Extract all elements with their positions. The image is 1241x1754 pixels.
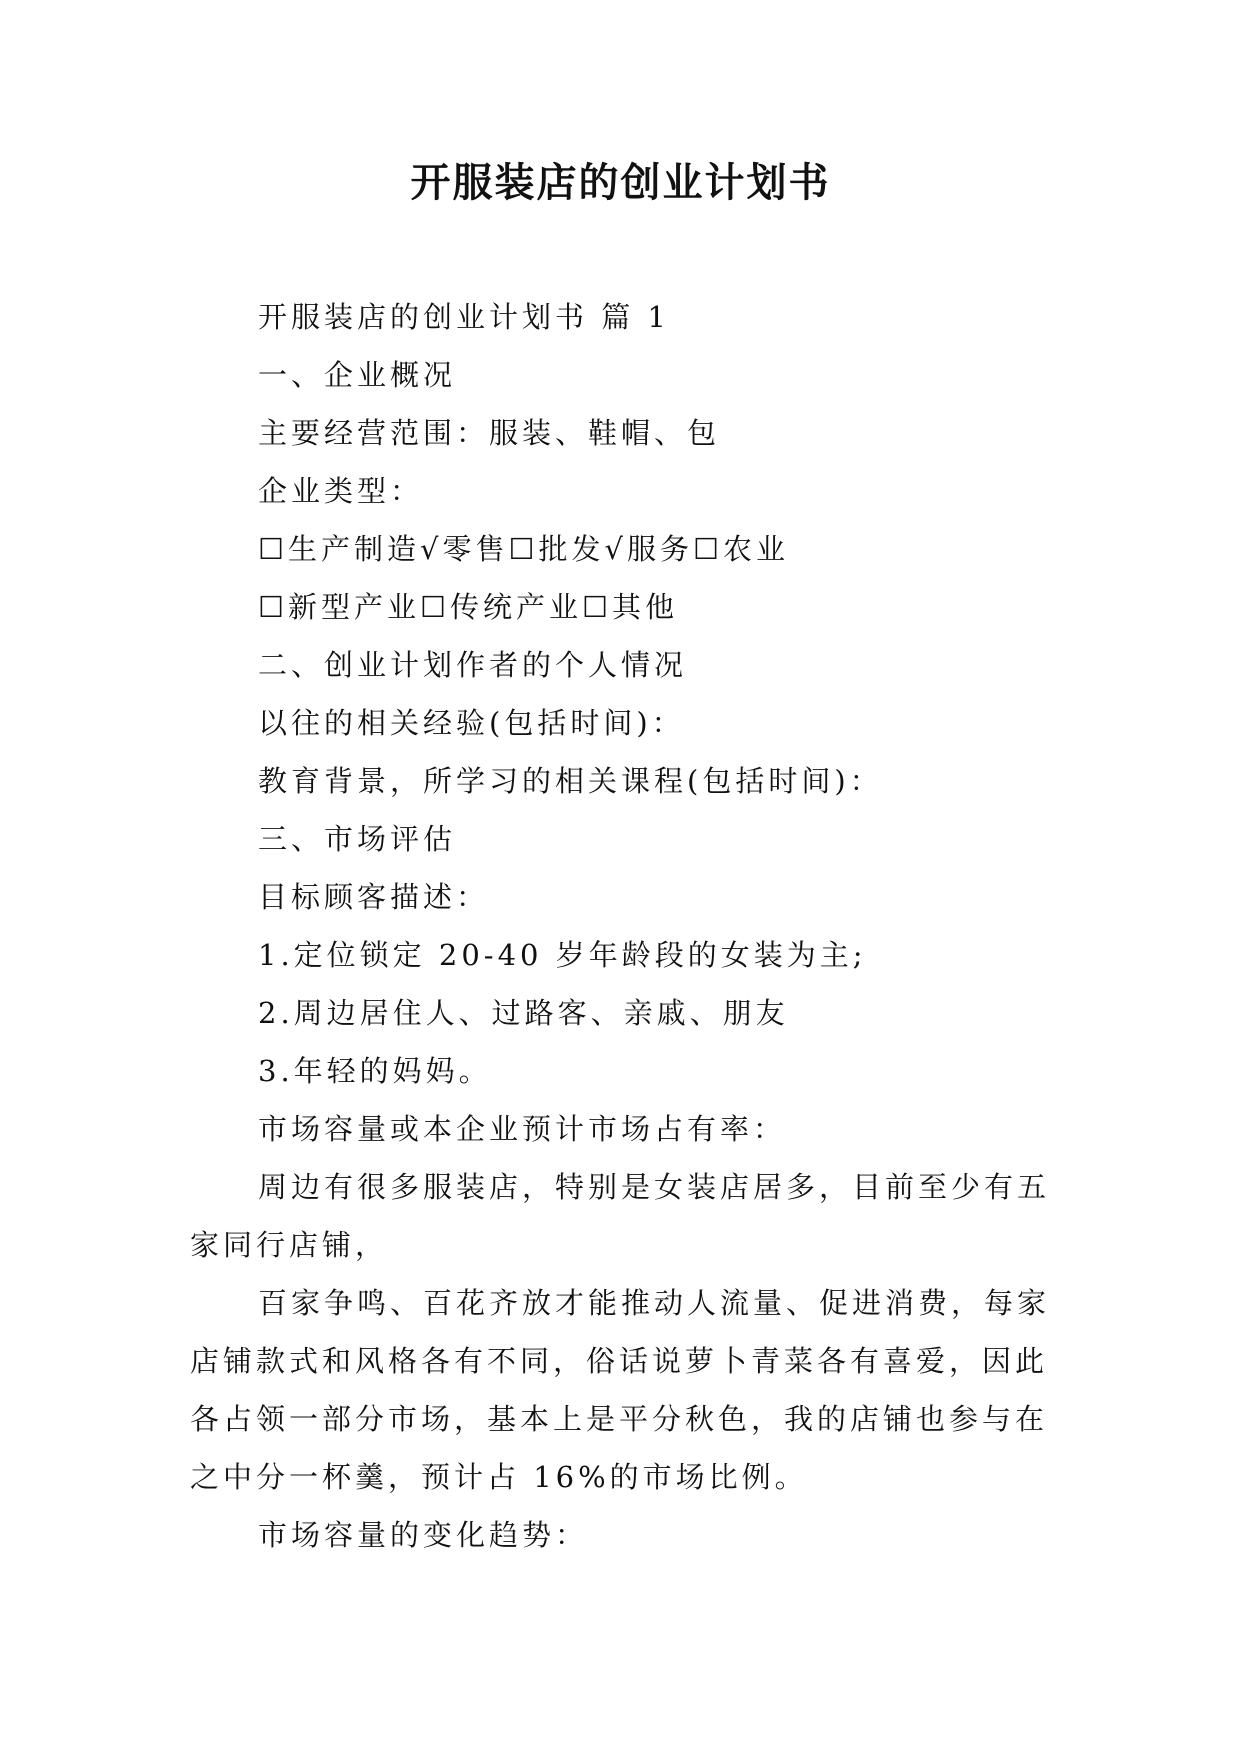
checkbox-options-line: ☐生产制造√零售☐批发√服务☐农业 — [258, 532, 789, 566]
section-heading: 一、企业概况 — [258, 358, 457, 392]
document-body — [190, 288, 1058, 1564]
body-line: 市场容量的变化趋势： — [258, 1518, 589, 1552]
body-paragraph: 百家争鸣、百花齐放才能推动人流量、促进消费，每家店铺款式和风格各有不同，俗话说萝卜青菜各有喜爱，因此各占领一部分市场，基本上是平分秋色，我的店铺也参与在之中分一杯羹，预计占 16%的市场比例。 — [190, 1286, 1051, 1494]
section-heading: 三、市场评估 — [258, 822, 457, 856]
checkbox-options-line: ☐新型产业☐传统产业☐其他 — [258, 590, 678, 624]
list-item: 2.周边居住人、过路客、亲戚、朋友 — [258, 996, 789, 1030]
body-line: 主要经营范围：服装、鞋帽、包 — [258, 416, 721, 450]
document-title: 开服装店的创业计划书 — [410, 159, 831, 206]
section-heading: 二、创业计划作者的个人情况 — [258, 648, 688, 682]
body-line: 以往的相关经验(包括时间)： — [258, 706, 685, 740]
body-line: 市场容量或本企业预计市场占有率： — [258, 1112, 787, 1146]
body-line: 企业类型： — [258, 474, 424, 508]
body-line: 教育背景，所学习的相关课程(包括时间)： — [258, 764, 883, 798]
list-item: 3.年轻的妈妈。 — [258, 1054, 492, 1088]
body-line: 目标顾客描述： — [258, 880, 490, 914]
list-item: 1.定位锁定 20-40 岁年龄段的女装为主; — [258, 938, 867, 972]
section-heading: 开服装店的创业计划书 篇 1 — [258, 300, 670, 334]
body-paragraph: 周边有很多服装店，特别是女装店居多，目前至少有五家同行店铺， — [190, 1170, 1051, 1262]
